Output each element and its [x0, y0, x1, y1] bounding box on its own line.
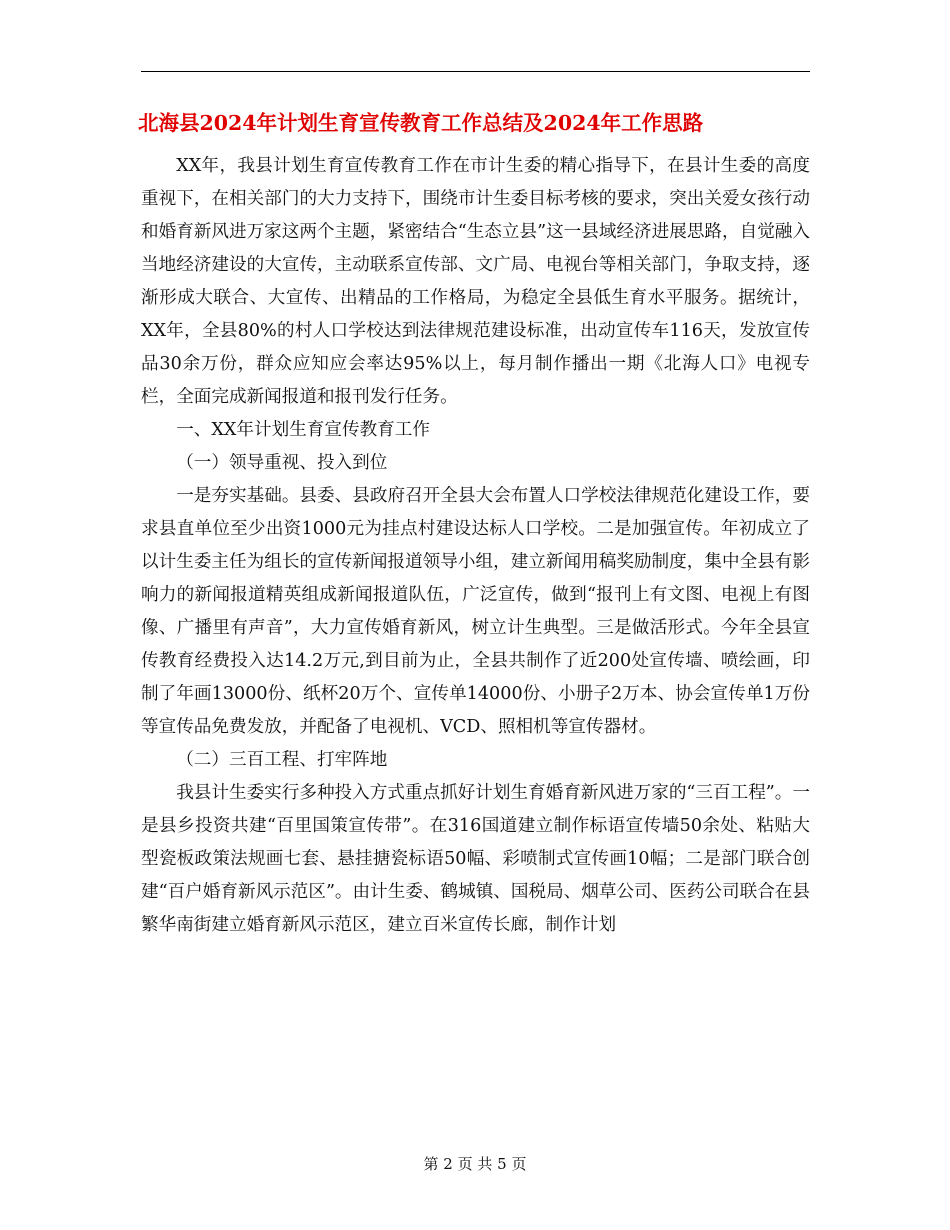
header-rule	[141, 71, 810, 72]
page-number-footer: 第 2 页 共 5 页	[423, 1155, 527, 1173]
section-heading-1: 一、XX年计划生育宣传教育工作	[176, 420, 430, 440]
subsection-heading-2: （二）三百工程、打牢阵地	[176, 750, 388, 770]
paragraph-subsection-1: 一是夯实基础。县委、县政府召开全县大会布置人口学校法律规范化建设工作，要求县直单位至少出资1000元为挂点村建设达标人口学校。二是加强宣传。年初成立了以计生委主任为组长的宣传新闻报道领导小组，建立新闻用稿奖励制度，集中全县有影响力的新闻报道精英组成新闻报道队伍，广泛宣传，做到“报刊上有文图、电视上有图像、广播里有声音”，大力宣传婚育新风，树立计生典型。三是做活形式。今年全县宣传教育经费投入达14.2万元,到目前为止，全县共制作了近200处宣传墙、喷绘画，印制了年画13000份、纸杯20万个、宣传单14000份、小册子2万本、协会宣传单1万份等宣传品免费发放，并配备了电视机、VCD、照相机等宣传器材。	[141, 486, 810, 737]
paragraph-intro: XX年，我县计划生育宣传教育工作在市计生委的精心指导下，在县计生委的高度重视下，在相关部门的大力支持下，围绕市计生委目标考核的要求，突出关爱女孩行动和婚育新风进万家这两个主题，紧密结合“生态立县”这一县域经济进展思路，自觉融入当地经济建设的大宣传，主动联系宣传部、文广局、电视台等相关部门，争取支持，逐渐形成大联合、大宣传、出精品的工作格局，为稳定全县低生育水平服务。据统计，XX年，全县80%的村人口学校达到法律规范建设标准，出动宣传车116天，发放宣传品30余万份，群众应知应会率达95%以上，每月制作播出一期《北海人口》电视专栏，全面完成新闻报道和报刊发行任务。	[141, 156, 810, 407]
document-title: 北海县2024年计划生育宣传教育工作总结及2024年工作思路	[138, 111, 704, 135]
paragraph-subsection-2: 我县计生委实行多种投入方式重点抓好计划生育婚育新风进万家的“三百工程”。一是县乡投资共建“百里国策宣传带”。在316国道建立制作标语宣传墙50余处、粘贴大型瓷板政策法规画七套、悬挂搪瓷标语50幅、彩喷制式宣传画10幅；二是部门联合创建“百户婚育新风示范区”。由计生委、鹤城镇、国税局、烟草公司、医药公司联合在县繁华南街建立婚育新风示范区，建立百米宣传长廊，制作计划	[141, 783, 810, 935]
document-body	[141, 150, 810, 942]
subsection-heading-1: （一）领导重视、投入到位	[176, 453, 388, 473]
